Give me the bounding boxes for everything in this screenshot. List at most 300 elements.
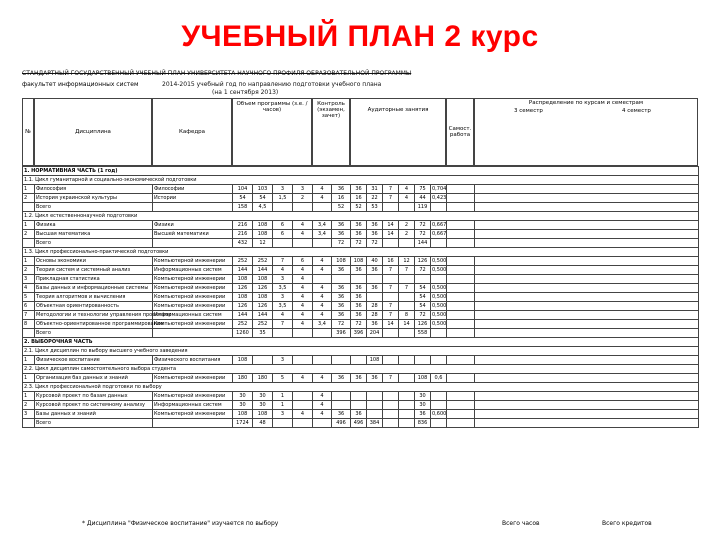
value-cell: 40 [367, 257, 383, 266]
discipline-cell: Объектная ориентированность [35, 302, 153, 311]
value-cell: 4 [293, 410, 313, 419]
value-cell: 2 [399, 221, 415, 230]
section-title: 2.3. Цикл профессиональной подготовки по выбору [23, 383, 699, 392]
value-cell: 1 [23, 185, 35, 194]
value-cell [431, 329, 447, 338]
value-cell: 1 [23, 356, 35, 365]
value-cell: 30 [253, 392, 273, 401]
footer-credits: Всего кредитов [602, 520, 652, 527]
value-cell: 180 [253, 374, 273, 383]
value-cell: 7 [383, 302, 399, 311]
value-cell: 16 [332, 194, 351, 203]
value-cell: 7 [399, 266, 415, 275]
value-cell [23, 419, 35, 428]
value-cell [431, 392, 447, 401]
value-cell: 144 [415, 239, 431, 248]
department-cell: Физического воспитания [153, 356, 233, 365]
value-cell: 8 [23, 320, 35, 329]
table-row [23, 185, 699, 194]
value-cell: 108 [253, 293, 273, 302]
value-cell: 216 [233, 221, 253, 230]
value-cell: 4 [399, 194, 415, 203]
table-row [23, 266, 699, 275]
value-cell: 36 [332, 284, 351, 293]
value-cell: 22 [367, 194, 383, 203]
section-row [23, 167, 699, 176]
value-cell: 4 [313, 302, 332, 311]
value-cell: 4 [293, 221, 313, 230]
value-cell: 126 [415, 320, 431, 329]
value-cell: 16 [351, 194, 367, 203]
value-cell: 30 [415, 401, 431, 410]
value-cell [273, 203, 293, 212]
value-cell [383, 293, 399, 302]
value-cell [293, 329, 313, 338]
col-auditory: Аудиторные занятия [350, 98, 446, 166]
value-cell: 126 [253, 284, 273, 293]
value-cell: 72 [351, 239, 367, 248]
value-cell: 108 [233, 356, 253, 365]
value-cell: 496 [332, 419, 351, 428]
department-cell [153, 419, 233, 428]
value-cell: 144 [233, 266, 253, 275]
value-cell: 0,500 [432, 285, 447, 291]
value-cell [351, 275, 367, 284]
value-cell [293, 419, 313, 428]
value-cell: 1260 [233, 329, 253, 338]
value-cell [447, 311, 475, 320]
department-cell: Компьютерной инженерии [153, 374, 233, 383]
value-cell: 4 [23, 284, 35, 293]
value-cell: 180 [233, 374, 253, 383]
value-cell [399, 419, 415, 428]
value-cell: 12 [253, 239, 273, 248]
value-cell: 108 [233, 275, 253, 284]
value-cell [475, 194, 699, 203]
value-cell: 14 [383, 221, 399, 230]
table-row [23, 293, 699, 302]
section-row [23, 338, 699, 347]
table-row [23, 221, 699, 230]
discipline-cell: Базы данных и информационные системы [35, 284, 153, 293]
page-title: УЧЕБНЫЙ ПЛАН 2 курс [181, 20, 539, 53]
value-cell: 1 [23, 392, 35, 401]
value-cell: 3,5 [273, 284, 293, 293]
value-cell [447, 275, 475, 284]
value-cell: 0,500 [432, 267, 447, 273]
value-cell [293, 392, 313, 401]
value-cell [447, 374, 475, 383]
discipline-cell: Курсовой проект по базам данных [35, 392, 153, 401]
value-cell: 72 [415, 230, 431, 239]
value-cell: 4 [273, 266, 293, 275]
value-cell: 35 [253, 329, 273, 338]
value-cell: 48 [253, 419, 273, 428]
discipline-cell: Высшая математика [35, 230, 153, 239]
value-cell: 36 [351, 374, 367, 383]
value-cell: 44 [415, 194, 431, 203]
value-cell [313, 239, 332, 248]
value-cell: 3 [273, 410, 293, 419]
value-cell: 5 [273, 374, 293, 383]
section-row [23, 347, 699, 356]
col-control: Контроль (экзамен, зачет) [312, 98, 350, 166]
value-cell: 4 [399, 185, 415, 194]
discipline-cell: Теория систем и системный анализ [35, 266, 153, 275]
table-row [23, 374, 699, 383]
value-cell [293, 401, 313, 410]
value-cell: 0,500 [432, 321, 447, 327]
value-cell [431, 356, 447, 365]
value-cell: 108 [253, 410, 273, 419]
value-cell: 0,500 [432, 303, 447, 309]
department-cell: Истории [153, 194, 233, 203]
value-cell: 4 [313, 284, 332, 293]
value-cell: 36 [332, 266, 351, 275]
value-cell: 36 [351, 221, 367, 230]
discipline-cell: Методологии и технологии управления проектами [36, 312, 172, 318]
value-cell [383, 410, 399, 419]
table-row [23, 392, 699, 401]
value-cell: 54 [253, 194, 273, 203]
document-subheader: 2014-2015 учебный год по направлению подготовки учебного плана [162, 81, 382, 88]
value-cell: 1 [23, 374, 35, 383]
discipline-cell: Всего [35, 419, 153, 428]
value-cell [475, 284, 699, 293]
value-cell [447, 194, 475, 203]
value-cell [313, 275, 332, 284]
value-cell: 1724 [233, 419, 253, 428]
value-cell: 14 [383, 320, 399, 329]
value-cell [383, 239, 399, 248]
value-cell: 2 [23, 401, 35, 410]
semester-4-label: 4 семестр [622, 108, 651, 114]
value-cell: 14 [399, 320, 415, 329]
value-cell: 30 [415, 392, 431, 401]
value-cell: 0,500 [432, 258, 447, 264]
value-cell [23, 239, 35, 248]
value-cell [447, 203, 475, 212]
value-cell [475, 311, 699, 320]
value-cell: 204 [367, 329, 383, 338]
value-cell: 104 [233, 185, 253, 194]
section-row [23, 176, 699, 185]
value-cell: 4 [273, 311, 293, 320]
table-row [23, 302, 699, 311]
value-cell: 3 [273, 293, 293, 302]
value-cell: 3 [23, 275, 35, 284]
value-cell: 6 [293, 257, 313, 266]
value-cell [293, 356, 313, 365]
value-cell: 1 [273, 392, 293, 401]
value-cell: 72 [415, 221, 431, 230]
value-cell: 36 [415, 410, 431, 419]
value-cell: 36 [332, 311, 351, 320]
value-cell: 12 [399, 257, 415, 266]
value-cell: 16 [383, 257, 399, 266]
value-cell: 28 [367, 311, 383, 320]
value-cell: 3 [273, 356, 293, 365]
value-cell [447, 356, 475, 365]
value-cell: 0,500 [432, 294, 447, 300]
value-cell [351, 356, 367, 365]
value-cell: 30 [233, 392, 253, 401]
col-discipline: Дисциплина [34, 98, 152, 166]
value-cell: 3,4 [313, 221, 332, 230]
value-cell: 36 [332, 302, 351, 311]
value-cell: 52 [351, 203, 367, 212]
value-cell: 36 [367, 284, 383, 293]
section-title: 2.1. Цикл дисциплин по выбору высшего учебного заведения [23, 347, 699, 356]
section-title: 2. ВЫБОРОЧНАЯ ЧАСТЬ [23, 338, 699, 347]
value-cell [383, 356, 399, 365]
value-cell [447, 293, 475, 302]
value-cell: 7 [23, 311, 35, 320]
discipline-cell: Всего [35, 329, 153, 338]
value-cell: 72 [332, 320, 351, 329]
value-cell [475, 266, 699, 275]
value-cell: 36 [332, 293, 351, 302]
department-cell [153, 239, 233, 248]
value-cell: 36 [332, 185, 351, 194]
value-cell: 4 [313, 311, 332, 320]
value-cell [475, 302, 699, 311]
value-cell [415, 275, 431, 284]
value-cell [447, 320, 475, 329]
value-cell [475, 401, 699, 410]
value-cell: 36 [351, 293, 367, 302]
value-cell [383, 401, 399, 410]
value-cell: 72 [367, 239, 383, 248]
value-cell: 126 [415, 257, 431, 266]
value-cell: 108 [233, 410, 253, 419]
value-cell: 3,4 [313, 320, 332, 329]
document-date: (на 1 сентября 2013) [212, 89, 279, 96]
value-cell: 30 [253, 401, 273, 410]
value-cell: 0,704 [432, 186, 447, 192]
value-cell [399, 293, 415, 302]
value-cell: 1 [273, 401, 293, 410]
value-cell [23, 329, 35, 338]
department-cell: Физики [153, 221, 233, 230]
section-title: 1.2. Цикл естественнонаучной подготовки [23, 212, 699, 221]
department-cell: Информационных систем [153, 266, 233, 275]
value-cell: 36 [351, 284, 367, 293]
value-cell: 158 [233, 203, 253, 212]
curriculum-document [22, 68, 698, 530]
value-cell [367, 401, 383, 410]
value-cell [313, 419, 332, 428]
department-cell: Компьютерной инженерии [153, 293, 233, 302]
value-cell: 7 [273, 320, 293, 329]
discipline-cell: Базы данных и знаний [35, 410, 153, 419]
department-cell: Компьютерной инженерии [153, 275, 233, 284]
value-cell [431, 401, 447, 410]
discipline-cell: Философия [35, 185, 153, 194]
value-cell [475, 419, 699, 428]
value-cell [431, 203, 447, 212]
value-cell: 36 [351, 266, 367, 275]
value-cell: 3,4 [313, 230, 332, 239]
value-cell: 836 [415, 419, 431, 428]
value-cell: 7 [383, 194, 399, 203]
value-cell [313, 356, 332, 365]
value-cell: 108 [233, 293, 253, 302]
discipline-cell: Организация баз данных и знаний [35, 374, 153, 383]
value-cell [273, 329, 293, 338]
value-cell [383, 419, 399, 428]
value-cell: 72 [332, 239, 351, 248]
value-cell [399, 329, 415, 338]
value-cell: 0,500 [432, 312, 447, 318]
col-independent: Самост. работа [446, 98, 474, 166]
value-cell: 4 [313, 293, 332, 302]
value-cell [447, 266, 475, 275]
value-cell: 7 [383, 185, 399, 194]
department-cell [153, 329, 233, 338]
value-cell [399, 356, 415, 365]
value-cell [399, 275, 415, 284]
value-cell: 108 [253, 230, 273, 239]
value-cell: 36 [367, 230, 383, 239]
curriculum-table [22, 166, 699, 428]
value-cell: 7 [383, 266, 399, 275]
discipline-cell: Теория алгоритмов и вычисления [35, 293, 153, 302]
value-cell: 252 [233, 257, 253, 266]
value-cell: 2 [23, 194, 35, 203]
value-cell: 108 [351, 257, 367, 266]
value-cell: 4 [313, 410, 332, 419]
discipline-cell: Прикладная статистика [35, 275, 153, 284]
col-credits: Объем программы (з.е. / часов) [232, 98, 312, 166]
value-cell: 72 [351, 320, 367, 329]
value-cell: 4 [313, 266, 332, 275]
value-cell: 4 [293, 230, 313, 239]
value-cell: 36 [332, 410, 351, 419]
table-row [23, 356, 699, 365]
value-cell [293, 239, 313, 248]
value-cell [383, 275, 399, 284]
value-cell: 3 [293, 185, 313, 194]
value-cell [475, 356, 699, 365]
total-row [23, 329, 699, 338]
value-cell: 36 [332, 230, 351, 239]
value-cell: 30 [233, 401, 253, 410]
section-row [23, 212, 699, 221]
discipline-cell: История украинской культуры [35, 194, 153, 203]
value-cell: 54 [233, 194, 253, 203]
value-cell: 108 [253, 221, 273, 230]
section-title: 1.3. Цикл профессионально-практической подготовки [23, 248, 699, 257]
section-row [23, 365, 699, 374]
department-cell: Высшей математики [153, 230, 233, 239]
value-cell [367, 410, 383, 419]
discipline-cell: Курсовой проект по системному анализу [35, 401, 153, 410]
value-cell: 103 [253, 185, 273, 194]
value-cell: 396 [351, 329, 367, 338]
value-cell [383, 392, 399, 401]
value-cell: 4 [293, 311, 313, 320]
value-cell: 5 [23, 293, 35, 302]
value-cell: 4 [293, 266, 313, 275]
table-row [23, 311, 699, 320]
value-cell [447, 239, 475, 248]
value-cell: 496 [351, 419, 367, 428]
value-cell: 4 [313, 401, 332, 410]
value-cell [399, 410, 415, 419]
section-row [23, 248, 699, 257]
department-cell: Философии [153, 185, 233, 194]
value-cell [475, 203, 699, 212]
value-cell [332, 356, 351, 365]
semester-3-label: 3 семестр [514, 108, 543, 114]
value-cell [447, 419, 475, 428]
value-cell [447, 392, 475, 401]
value-cell: 36 [332, 374, 351, 383]
value-cell [447, 221, 475, 230]
department-cell: Компьютерной инженерии [153, 284, 233, 293]
value-cell [332, 392, 351, 401]
value-cell [475, 374, 699, 383]
value-cell: 4 [313, 194, 332, 203]
department-cell: Компьютерной инженерии [153, 257, 233, 266]
value-cell: 2 [23, 230, 35, 239]
value-cell [447, 401, 475, 410]
total-row [23, 203, 699, 212]
value-cell: 252 [253, 257, 273, 266]
value-cell: 4 [293, 284, 313, 293]
discipline-cell: Физическое воспитание [35, 356, 153, 365]
value-cell: 432 [233, 239, 253, 248]
value-cell: 3 [23, 410, 35, 419]
value-cell: 4 [313, 185, 332, 194]
value-cell [332, 275, 351, 284]
table-row [23, 230, 699, 239]
value-cell [399, 374, 415, 383]
value-cell [367, 392, 383, 401]
col-department: Кафедра [152, 98, 232, 166]
value-cell: 72 [415, 311, 431, 320]
value-cell: 252 [253, 320, 273, 329]
value-cell: 36 [351, 302, 367, 311]
value-cell: 144 [253, 311, 273, 320]
value-cell: 108 [253, 275, 273, 284]
department-cell: Информационных систем [153, 311, 233, 320]
value-cell: 28 [367, 302, 383, 311]
value-cell: 396 [332, 329, 351, 338]
value-cell [399, 401, 415, 410]
value-cell: 4 [313, 257, 332, 266]
faculty-label: факультет информационных систем [22, 81, 139, 88]
section-row [23, 383, 699, 392]
value-cell: 1 [23, 221, 35, 230]
value-cell [475, 275, 699, 284]
value-cell [399, 239, 415, 248]
table-row [23, 401, 699, 410]
value-cell: 36 [367, 320, 383, 329]
value-cell: 7 [399, 284, 415, 293]
value-cell [313, 203, 332, 212]
value-cell [475, 257, 699, 266]
value-cell: 108 [415, 374, 431, 383]
value-cell [475, 239, 699, 248]
value-cell: 0,667 [432, 231, 447, 237]
value-cell: 0,6 [431, 374, 447, 383]
discipline-cell: Всего [35, 203, 153, 212]
table-row [23, 257, 699, 266]
value-cell: 2 [399, 230, 415, 239]
value-cell [431, 275, 447, 284]
